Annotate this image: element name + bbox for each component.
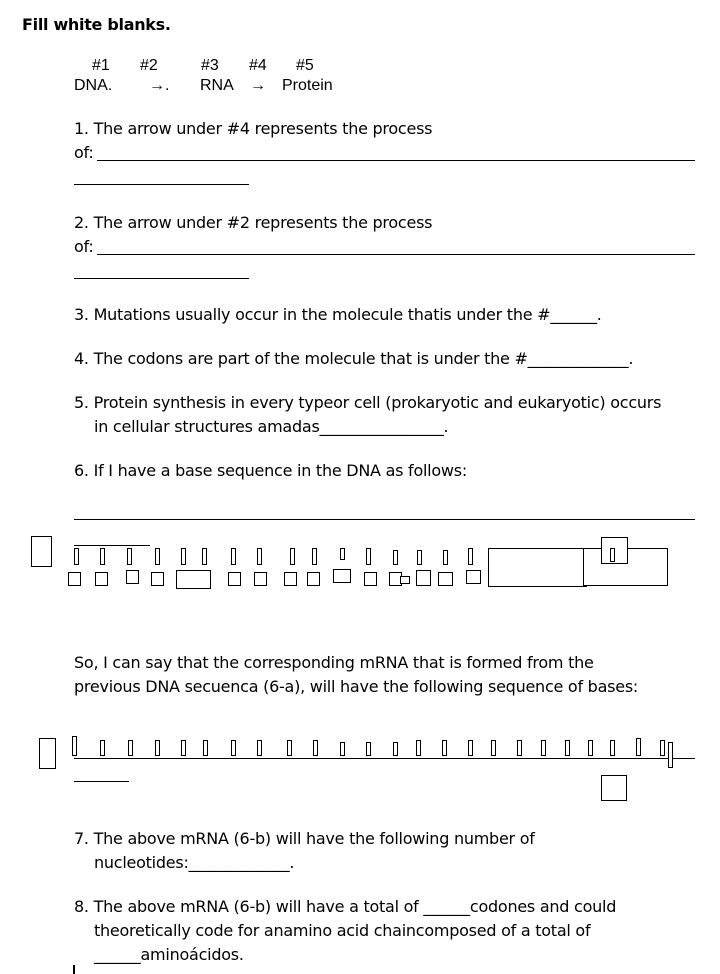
dna-tick[interactable] bbox=[290, 548, 295, 565]
mrna-box-end[interactable] bbox=[601, 775, 627, 801]
question-4-blank[interactable]: _____________. bbox=[527, 349, 634, 368]
question-8-text-2: theoretically code for anamino acid chaincomposed of a total of bbox=[94, 921, 591, 940]
dna-box[interactable] bbox=[333, 569, 351, 583]
worksheet-title: Fill white blanks. bbox=[22, 15, 171, 34]
mrna-tick[interactable] bbox=[72, 736, 77, 756]
question-1-of: of: bbox=[74, 143, 94, 162]
dna-tick[interactable] bbox=[610, 548, 615, 562]
question-6-answer-line-2[interactable] bbox=[74, 545, 150, 546]
question-5-blank[interactable]: ________________. bbox=[319, 417, 449, 436]
flow-rna: RNA bbox=[200, 77, 234, 94]
question-8-text-3: ______aminoácidos. bbox=[94, 945, 244, 964]
dna-tick[interactable] bbox=[127, 548, 132, 565]
mrna-tick[interactable] bbox=[442, 740, 447, 756]
mrna-tick[interactable] bbox=[155, 740, 160, 756]
question-5-text-2: in cellular structures amadas________________. bbox=[94, 417, 449, 436]
mrna-tick[interactable] bbox=[416, 740, 421, 756]
question-5-text: 5. Protein synthesis in every typeor cell (prokaryotic and eukaryotic) occurs bbox=[74, 393, 662, 412]
dna-tick[interactable] bbox=[100, 548, 105, 565]
question-3-blank[interactable]: ______. bbox=[550, 305, 602, 324]
dna-box[interactable] bbox=[254, 572, 267, 586]
dna-box[interactable] bbox=[307, 572, 320, 586]
dna-box[interactable] bbox=[364, 572, 377, 586]
dna-box-wide[interactable] bbox=[176, 570, 211, 589]
dna-tick[interactable] bbox=[417, 550, 422, 565]
mrna-tick[interactable] bbox=[340, 742, 345, 756]
mrna-tick[interactable] bbox=[636, 738, 641, 756]
mrna-tick[interactable] bbox=[313, 740, 318, 756]
dna-box[interactable] bbox=[416, 570, 431, 586]
mrna-tick[interactable] bbox=[660, 740, 665, 756]
question-7-text: 7. The above mRNA (6-b) will have the following number of bbox=[74, 829, 535, 848]
mrna-tick[interactable] bbox=[468, 740, 473, 756]
dna-tick[interactable] bbox=[340, 548, 345, 560]
question-2-text: 2. The arrow under #2 represents the process bbox=[74, 213, 433, 232]
dna-tick[interactable] bbox=[155, 548, 160, 565]
mrna-tick[interactable] bbox=[517, 740, 522, 756]
dna-box[interactable] bbox=[284, 572, 297, 586]
dna-tick[interactable] bbox=[231, 548, 236, 565]
question-6-answer-line[interactable] bbox=[74, 519, 695, 520]
question-1-answer-line[interactable] bbox=[97, 160, 695, 161]
dna-tick[interactable] bbox=[74, 548, 79, 565]
mrna-tick[interactable] bbox=[541, 740, 546, 756]
question-1-text: 1. The arrow under #4 represents the process bbox=[74, 119, 433, 138]
flow-number-4: #4 bbox=[249, 57, 267, 74]
mrna-tick[interactable] bbox=[610, 740, 615, 756]
mrna-tick[interactable] bbox=[203, 740, 208, 756]
question-8-blank-aminoacids[interactable]: ______ bbox=[94, 945, 141, 964]
dna-box[interactable] bbox=[95, 572, 108, 586]
flow-number-5: #5 bbox=[296, 57, 314, 74]
flow-protein: Protein bbox=[282, 77, 333, 94]
mrna-box-start[interactable] bbox=[39, 738, 56, 769]
dna-box[interactable] bbox=[466, 570, 481, 584]
question-8-text: 8. The above mRNA (6-b) will have a total of ______codones and could bbox=[74, 897, 617, 916]
dna-tick[interactable] bbox=[468, 548, 473, 565]
mrna-tick[interactable] bbox=[491, 740, 496, 756]
flow-dna: DNA. bbox=[74, 77, 113, 94]
dna-box-large[interactable] bbox=[488, 548, 587, 587]
dna-tick[interactable] bbox=[312, 548, 317, 565]
dna-box-start[interactable] bbox=[31, 536, 52, 567]
question-7-text-2: nucleotides:_____________. bbox=[94, 853, 295, 872]
dna-box[interactable] bbox=[228, 572, 241, 586]
dna-tick[interactable] bbox=[257, 548, 262, 565]
dna-tick[interactable] bbox=[202, 548, 207, 565]
page-edge-mark bbox=[73, 965, 75, 974]
question-3-text: 3. Mutations usually occur in the molecule thatis under the #______. bbox=[74, 305, 602, 324]
mrna-answer-line[interactable] bbox=[74, 758, 695, 759]
mrna-tick[interactable] bbox=[128, 740, 133, 756]
mrna-tick[interactable] bbox=[181, 740, 186, 756]
mrna-tick[interactable] bbox=[287, 740, 292, 756]
dna-tick[interactable] bbox=[366, 548, 371, 565]
mrna-tick[interactable] bbox=[588, 740, 593, 756]
question-6b-text: So, I can say that the corresponding mRNA that is formed from the bbox=[74, 653, 594, 672]
mrna-tick[interactable] bbox=[231, 740, 236, 756]
question-8-blank-codons[interactable]: ______ bbox=[423, 897, 470, 916]
dna-tick[interactable] bbox=[393, 550, 398, 565]
mrna-tick[interactable] bbox=[100, 740, 105, 756]
question-4-text: 4. The codons are part of the molecule that is under the #_____________. bbox=[74, 349, 634, 368]
flow-arrow-transcription: →. bbox=[149, 77, 170, 94]
dna-box[interactable] bbox=[126, 570, 139, 584]
dna-box[interactable] bbox=[151, 572, 164, 586]
flow-arrow-translation: → bbox=[250, 77, 266, 94]
question-1-answer-line-2[interactable] bbox=[74, 184, 249, 185]
flow-number-2: #2 bbox=[140, 57, 158, 74]
dna-tick[interactable] bbox=[443, 550, 448, 565]
mrna-answer-line-2[interactable] bbox=[74, 781, 129, 782]
mrna-tick[interactable] bbox=[366, 742, 371, 756]
flow-number-3: #3 bbox=[201, 57, 219, 74]
question-6-text: 6. If I have a base sequence in the DNA as follows: bbox=[74, 461, 467, 480]
mrna-tick[interactable] bbox=[257, 740, 262, 756]
dna-box[interactable] bbox=[438, 572, 453, 586]
question-6b-text-2: previous DNA secuenca (6-a), will have the following sequence of bases: bbox=[74, 677, 639, 696]
question-2-answer-line-2[interactable] bbox=[74, 278, 249, 279]
dna-box[interactable] bbox=[68, 572, 81, 586]
mrna-tick[interactable] bbox=[668, 742, 673, 768]
dna-tick[interactable] bbox=[181, 548, 186, 565]
question-2-answer-line[interactable] bbox=[97, 254, 695, 255]
mrna-tick[interactable] bbox=[393, 742, 398, 756]
mrna-tick[interactable] bbox=[565, 740, 570, 756]
dna-box-small[interactable] bbox=[400, 576, 410, 584]
question-2-of: of: bbox=[74, 237, 94, 256]
flow-number-1: #1 bbox=[92, 57, 110, 74]
question-7-blank[interactable]: _____________. bbox=[188, 853, 295, 872]
